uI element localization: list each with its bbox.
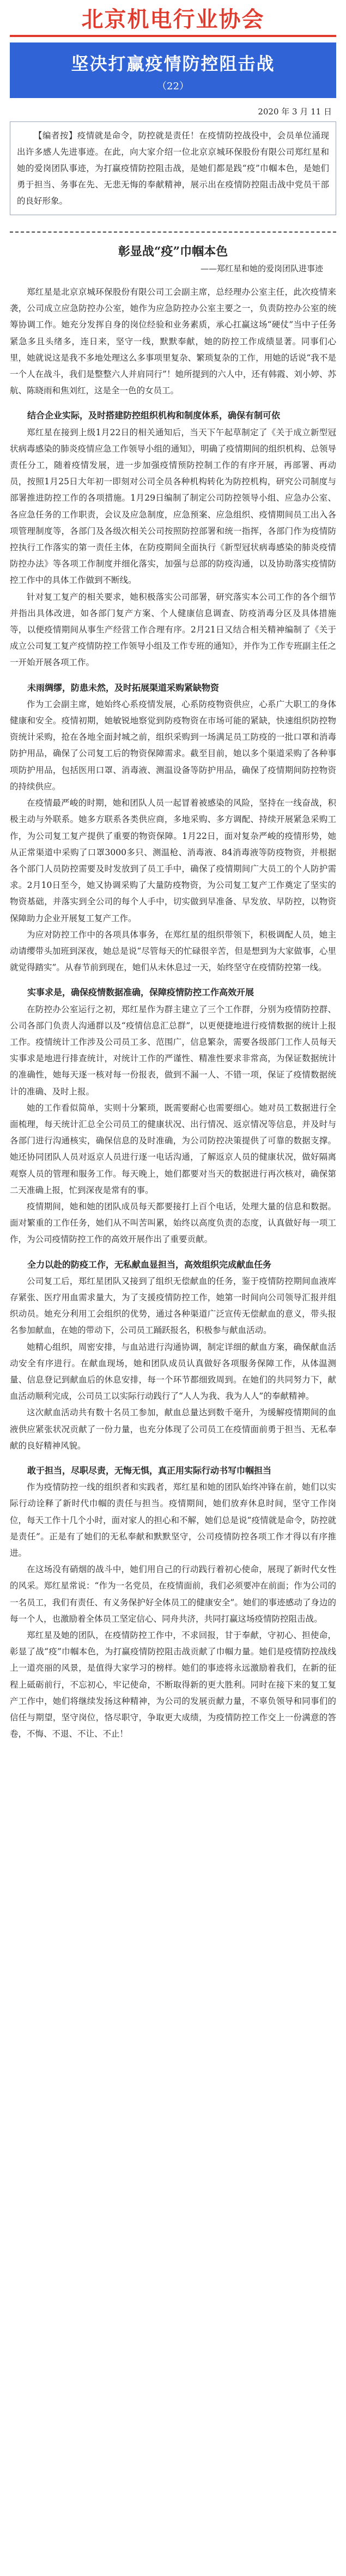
masthead-rule xyxy=(10,35,336,37)
section-heading: 未雨绸缪，防患未然，及时拓展渠道采购紧缺物资 xyxy=(27,682,220,693)
section-divider xyxy=(10,232,336,237)
body-paragraph: 在这场没有硝烟的战斗中，她们用自己的行动践行着初心使命，展现了新时代女性的风采。郑红星常说：“作为一名党员，在疫情面前，我们必须要冲在前面；作为公司的一名员工，我们有责任、有义务保护好全体员工的健康安全”。她们的事迹感动了身边的每一个人，也激励着全体员工坚定信心、同舟共济，共同打赢这场疫情防控阻击战。 xyxy=(10,1564,336,1624)
org-masthead: 北京机电行业协会 xyxy=(81,7,265,32)
article-title: 彰显战“疫”巾帼本色 xyxy=(118,245,228,259)
body-paragraph: 郑红星及她的团队，在疫情防控工作中，不求回报，甘于奉献，守初心、担使命，彰显了战“疫”巾帼本色，为打赢疫情防控阻击战贡献了巾帼力量。她们是疫情防控战线上一道亮丽的风景，是值得大家学习的榜样。她们的事迹将永远激励着我们，在新的征程上砥砺前行，不忘初心，牢记使命，不断取得新的更大胜利。同时在接下来的复工复产工作中，她们将继续发扬这种精神，为公司的发展贡献力量，不辜负领导和同事们的信任与期望，坚守岗位，恪尽职守，争取更大成绩，为疫情防控工作交上一份满意的答卷，不悔、不退、不让、不止！ xyxy=(10,1630,336,1739)
section-heading: 全力以赴的防疫工作，无私献血显担当，高效组织完成献血任务 xyxy=(27,1259,272,1270)
section-heading: 敢于担当，尽职尽责，无悔无惧，真正用实际行动书写巾帼担当 xyxy=(27,1465,272,1476)
body-paragraph: 作为疫情防控一线的组织者和实践者，郑红星和她的团队始终冲锋在前，她们以实际行动诠释了新时代巾帼的责任与担当。疫情期间，她们放弃休息时间，坚守工作岗位，每天工作十几个小时，面对家人的担心和不解，她们总是说“疫情就是命令，防控就是责任”。正是有了她们的无私奉献和默默坚守，公司疫情防控各项工作才得以有序推进。 xyxy=(10,1482,336,1558)
body-paragraph: 为应对防控工作中的各项具体事务，在郑红星的组织带领下，积极调配人员，她主动请缨带头加班到深夜，她总是说“尽管每天的忙碌很辛苦，但是想到为大家做事，心里就觉得踏实”。从春节前到现在，她们从未休息过一天，始终坚守在疫情防控第一线。 xyxy=(10,929,336,973)
body-paragraph: 作为工会副主席，她始终心系疫情发展，心系防疫物资供应，心系广大职工的身体健康和安全。疫情初期，她敏锐地察觉到防疫物资在市场可能的紧缺，快速组织防控物资统计采购，抢在各地全面封城之前，组织采购到一场满足员工防疫的一批口罩和消毒防护用品，确保了公司复工后的物资保障需求。截至目前，她以多个渠道采购了各种事项防护用品，包括医用口罩、消毒液、测温设备等防护用品，确保了疫情期间防控物资的持续供应。 xyxy=(10,699,336,791)
body-paragraph: 在疫情最严峻的时期，她和团队人员一起冒着被感染的风险，坚持在一线奋战，积极主动与外联系。她多方联系各类供应商，多地采购、多方调配、持续开展紧急采购工作，为公司复工复产提供了重要的物资保障。1月22日，面对复杂严峻的疫情形势，她从正常渠道中采购了口罩3000多只、测温枪、消毒液、84消毒液等防疫物资，并根据各个部门人员防控需要及时发放到了员工手中，确保了疫情期间广大员工的个人防护需求。2月10日至今，她又协调采购了大量防疫物资，为公司复工复产工作奠定了坚实的物资基础，并落实到全公司的每个人手中，切实做到早准备、早发放、早防控，以物资保障助力企业开展复工复产工作。 xyxy=(10,798,336,923)
issue-banner xyxy=(10,42,336,98)
body-paragraph: 这次献血活动共有数十名员工参加，献血总量达到数千毫升，为缓解疫情期间的血液供应紧张状况贡献了一份力量，也充分体现了公司员工在疫情面前勇于担当、无私奉献的良好精神风貌。 xyxy=(10,1408,336,1451)
body-paragraph: 她精心组织，周密安排，与血站进行沟通协调，制定详细的献血方案，确保献血活动安全有序进行。在献血现场，她和团队成员认真做好各项服务保障工作，从体温测量、信息登记到献血后的休息安排，每一个环节都细致周到。在她们的共同努力下，献血活动顺利完成，公司员工以实际行动践行了“人人为我、我为人人”的奉献精神。 xyxy=(10,1342,336,1402)
body-paragraph: 针对复工复产的相关要求，她积极落实公司部署，研究落实本公司工作的各个细节并指出具体改进，如各部门复产方案、个人健康信息调查、防疫消毒分区及具体措施等，以便疫情期间从事生产经营工作合理有序。2月21日又结合相关精神编制了《关于成立公司复工复产疫情防控工作领导小组及工作专班的通知》，并作为工作专班副主任之一开始开展各项工作。 xyxy=(10,592,336,668)
article-subtitle: ——郑红星和她的爱岗团队进事迹 xyxy=(200,264,323,273)
issue-number: （22） xyxy=(157,81,189,92)
body-paragraph: 郑红星在接到上级1月22日的相关通知后，当天下午起草制定了《关于成立新型冠状病毒感染的肺炎疫情应急工作领导小组的通知》，明确了疫情期间的组织机构、总领导责任分工，随着疫情发展，进一步加强疫情预防控制工作的有序开展，再部署、再动员，按照1月25日大年初一即刻对公司全员各种机构转化为防控机构，研究公司制度与部署推进防控工作的各项措施。1月29日编制了制定公司防控领导小组、应急办公室、各应急任务的工作职责，会议及应急制度，应急预案、应急组织、疫情期间员工出入各项管理制度等，各部门及各级次相关公司按照防控部署和统一指挥，各部门作为疫情防控执行工作落实的第一责任主体，在防疫期间全面执行《新型冠状病毒感染的肺炎疫情防控办法》等各项工作制度并细化落实，加强与总部的防疫沟通，以及协助落实疫情防控工作中的具体工作做到不断线。 xyxy=(10,427,336,586)
publish-date: 2020 年 3 月 11 日 xyxy=(258,107,332,117)
body-paragraph: 公司复工后，郑红星团队又接到了组织无偿献血的任务，鉴于疫情防控期间血液库存紧张、医疗用血需求量大，为了支援疫情防控工作，她第一时间向公司领导汇报并组织动员。她充分利用工会组织的优势，通过各种渠道广泛宣传无偿献血的意义，带头报名参加献血，在她的带动下，公司员工踊跃报名，积极参与献血活动。 xyxy=(10,1276,336,1336)
intro-paragraph: 郑红星是北京京城环保股份有限公司工会副主席，总经理办公室主任，此次疫情来袭，公司成立应急防控办公室，她作为应急防控办公室主要之一，负责防控办公室的统筹协调工作。她充分发挥自身的岗位经验和业务素质，承心扛赢这场“硬仗”当中子任务紧急多且头绪多，连日来，坚守一线，默默奉献，她的防控工作成绩显著。同事们心里，她就说这是我不多地处理这么多事项里复杂、繁琐复杂的工作，用她的话说“我不是一个人在战斗，我们是整整六人并肩同行”！她所提到的六人中，还有韩霞、刘小婷、苏航、陈晓雨和焦刘红，这是全一色的女员工。 xyxy=(10,287,336,396)
section-heading: 实事求是，确保疫情数据准确，保障疫情防控工作高效开展 xyxy=(27,987,254,998)
body-paragraph: 疫情期间，她和她的团队成员每天都要接打上百个电话，处理大量的信息和数据。面对繁重的工作任务，她们从不叫苦叫累，始终以高度负责的态度，认真做好每一项工作，为公司疫情防控工作的高效开展作出了重要贡献。 xyxy=(10,1201,336,1245)
body-paragraph: 她的工作看似简单，实则十分繁琐，既需要耐心也需要细心。她对员工数据进行全面梳理，每天统计汇总全公司员工的健康状况、出行情况、返京情况等信息，并及时与各部门进行沟通核实，确保信息的及时准确，为公司防控决策提供了可靠的数据支撑。她还协同团队人员对返京人员进行逐一电话沟通，了解返京人员的健康状况，做好隔离观察人员的管理和服务工作。每天晚上，她们都要对当天的数据进行再次核对，确保第二天准确上报，忙到深夜是常有的事。 xyxy=(10,1103,336,1195)
section-heading: 结合企业实际，及时搭建防控组织机构和制度体系，确保有制可依 xyxy=(27,410,281,421)
banner-title: 坚决打赢疫情防控阻击战 xyxy=(71,53,275,74)
editor-note-box: 【编者按】疫情就是命令，防控就是责任！在疫情防控战役中，会员单位涌现出许多感人先进事迹。在此，向大家介绍一位北京京城环保股份有限公司郑红星和她的爱岗团队事迹，为打赢疫情防控阻击战，是她们都是践“疫”巾帼本色，是她们勇于担当、务事在先、无悲无悔的奉献精神，展示出在疫情防控阻击战中党员干部的良好形象。 xyxy=(10,121,336,215)
body-paragraph: 在防控办公室运行之初，郑红星作为群主建立了三个工作群，分别为疫情防控群、公司各部门负责人沟通群以及“疫情信息汇总群”，以更便捷地进行疫情数据的统计上报工作。疫情统计工作涉及公司员工多、范围广，信息繁杂，需要各级部门工作人员每天实事求是地进行排查统计，对统计工作的严谨性、精准性要求非常高，为保证数据统计的准确性，她每天逐一核对每一份报表，做到不漏一人、不错一项，保证了疫情数据统计的准确、及时上报。 xyxy=(10,1004,336,1097)
